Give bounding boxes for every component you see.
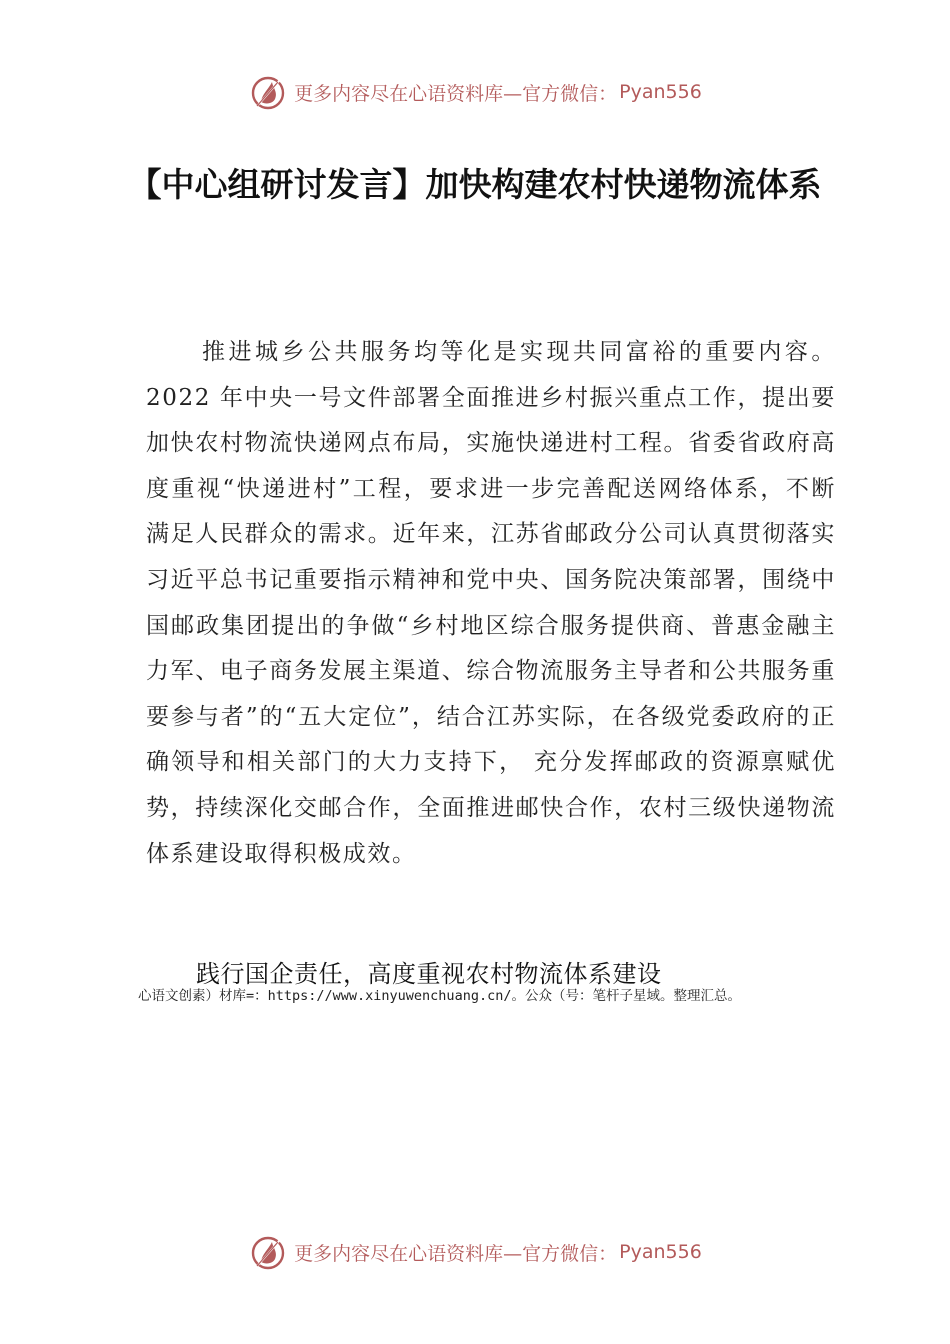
document-title: 【中心组研讨发言】加快构建农村快递物流体系 <box>128 165 822 204</box>
source-note: 心语文创素）材库=：https://www.xinyuwenchuang.cn/。公众（号：笔杆子星域。整理汇总。 <box>138 988 741 1004</box>
banner-text: 更多内容尽在心语资料库—官方微信： <box>294 1242 618 1265</box>
wechat-account: Pyan556 <box>619 1241 702 1263</box>
footer-banner <box>0 1230 950 1274</box>
flame-pen-logo-icon <box>248 72 288 112</box>
wechat-account: Pyan556 <box>619 81 702 103</box>
body-paragraph: 推进城乡公共服务均等化是实现共同富裕的重要内容。2022 年中央一号文件部署全面推进乡村振兴重点工作，提出要加快农村物流快递网点布局，实施快递进村工程。省委省政府高度重视“快递进村”工程，要求进一步完善配送网络体系，不断满足人民群众的需求。近年来，江苏省邮政分公司认真贯彻落实习近平总书记重要指示精神和党中央、国务院决策部署，围绕中国邮政集团提出的争做“乡村地区综合服务提供商、普惠金融主力军、电子商务发展主渠道、综合物流服务主导者和公共服务重要参与者”的“五大定位”，结合江苏实际，在各级党委政府的正确领导和相关部门的大力支持下， 充分发挥邮政的资源禀赋优势，持续深化交邮合作，全面推进邮快合作，农村三级快递物流体系建设取得积极成效。 <box>146 339 836 867</box>
banner-text: 更多内容尽在心语资料库—官方微信： <box>294 82 618 105</box>
flame-pen-logo-icon <box>248 1232 288 1272</box>
header-banner <box>0 70 950 114</box>
section-heading: 践行国企责任，高度重视农村物流体系建设 <box>196 960 662 988</box>
